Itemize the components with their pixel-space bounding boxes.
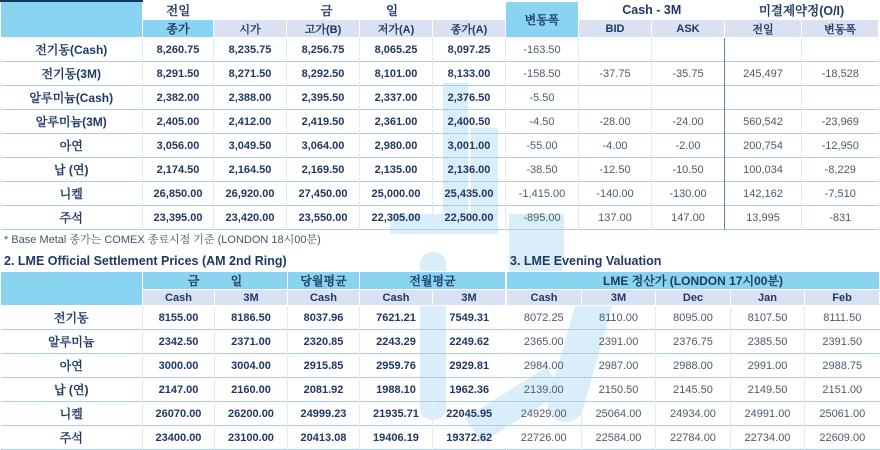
cell: -4.50 <box>506 110 579 134</box>
table-row <box>1 158 879 182</box>
metal-label: 전기동(3M) <box>1 62 143 86</box>
cell: 2,419.50 <box>287 110 360 134</box>
3m-header: 3M <box>582 290 656 306</box>
cell: 2991.00 <box>731 354 805 378</box>
cell: 2915.85 <box>288 354 360 378</box>
month-average-header: 당월평균 <box>288 272 360 290</box>
cell: 26,850.00 <box>143 182 214 206</box>
jan-header: Jan <box>731 290 805 306</box>
dec-header: Dec <box>656 290 731 306</box>
cell: -4.00 <box>579 134 652 158</box>
cell: 8155.00 <box>143 306 215 330</box>
cell: 25064.00 <box>582 402 656 426</box>
cash-header: Cash <box>360 290 433 306</box>
cell <box>802 38 879 62</box>
cell: 24929.00 <box>507 402 582 426</box>
cell: 22584.00 <box>582 426 656 450</box>
change-column-header: 변동폭 <box>506 1 579 38</box>
cell: 2150.50 <box>582 378 656 402</box>
cell: 26200.00 <box>215 402 288 426</box>
cell: 3,056.00 <box>143 134 214 158</box>
cell: 23,420.00 <box>214 206 287 230</box>
cell: 8,271.50 <box>214 62 287 86</box>
cell: -130.00 <box>652 182 725 206</box>
cell: 27,450.00 <box>287 182 360 206</box>
cell <box>579 38 652 62</box>
metal-label: 아연 <box>1 354 143 378</box>
cell: 2,980.00 <box>360 134 433 158</box>
prev-day-header: 전일 <box>166 4 191 18</box>
cell: 21935.71 <box>360 402 433 426</box>
evening-valuation-table <box>506 271 880 450</box>
table-row <box>1 86 879 110</box>
cell: 26070.00 <box>143 402 215 426</box>
cell: 2145.50 <box>656 378 731 402</box>
cell: -38.50 <box>506 158 579 182</box>
today-group-header: 금 일 <box>320 4 399 18</box>
cell: 8111.50 <box>805 306 880 330</box>
metal-label: 납 (연) <box>1 158 143 182</box>
cell: 2243.29 <box>360 330 433 354</box>
cell: 8,291.50 <box>143 62 214 86</box>
cell: 7549.31 <box>433 306 506 330</box>
cell: 24999.23 <box>288 402 360 426</box>
cell: 2984.00 <box>507 354 582 378</box>
prev-month-average-header: 전월평균 <box>360 272 506 290</box>
cell: -831 <box>802 206 879 230</box>
table-row <box>1 134 879 158</box>
metal-column-header <box>1 272 143 306</box>
cell: 23100.00 <box>215 426 288 450</box>
cell: 2,388.00 <box>214 86 287 110</box>
cell: 2,337.00 <box>360 86 433 110</box>
base-metal-footnote: * Base Metal 종가는 COMEX 종료시점 기준 (LONDON 18시00분) <box>4 234 321 246</box>
cell: -895.00 <box>506 206 579 230</box>
3m-header: 3M <box>215 290 288 306</box>
prev-close-header: 종가 <box>143 20 214 38</box>
cell: -7,510 <box>802 182 879 206</box>
cell: 2376.75 <box>656 330 731 354</box>
cell: 2391.50 <box>805 330 880 354</box>
table-row <box>1 182 879 206</box>
cell: 2385.50 <box>731 330 805 354</box>
cell: 23400.00 <box>143 426 215 450</box>
cell: 147.00 <box>652 206 725 230</box>
cell: 2391.00 <box>582 330 656 354</box>
cell: -163.50 <box>506 38 579 62</box>
cell: -140.00 <box>579 182 652 206</box>
cash-header: Cash <box>143 290 215 306</box>
cell: 19372.62 <box>433 426 506 450</box>
cell: -18,528 <box>802 62 879 86</box>
cell: 2929.81 <box>433 354 506 378</box>
cell: 3,001.00 <box>433 134 506 158</box>
table-row <box>1 426 506 450</box>
cell: -12,950 <box>802 134 879 158</box>
settlement-price-table <box>0 271 506 450</box>
cell: 3,064.00 <box>287 134 360 158</box>
cell <box>802 86 879 110</box>
table-row <box>507 426 880 450</box>
cell <box>725 38 802 62</box>
oi-prev-header: 전일 <box>725 20 802 38</box>
cell: 2,400.50 <box>433 110 506 134</box>
cell: 100,034 <box>725 158 802 182</box>
cell <box>579 86 652 110</box>
cash-header: Cash <box>507 290 582 306</box>
cell: 2139.00 <box>507 378 582 402</box>
table-row <box>1 306 506 330</box>
cell: 2,382.00 <box>143 86 214 110</box>
table-row <box>1 402 506 426</box>
cell: 2320.85 <box>288 330 360 354</box>
cell <box>652 38 725 62</box>
table-row <box>1 330 506 354</box>
cell: 2371.00 <box>215 330 288 354</box>
cell: 2988.75 <box>805 354 880 378</box>
ask-header: ASK <box>652 20 725 38</box>
cell: 24934.00 <box>656 402 731 426</box>
cell: -24.00 <box>652 110 725 134</box>
cell: 2959.76 <box>360 354 433 378</box>
metal-label: 니켈 <box>1 402 143 426</box>
cell: 8186.50 <box>215 306 288 330</box>
cell: 8072.25 <box>507 306 582 330</box>
cell: 22,305.00 <box>360 206 433 230</box>
cell: 142,162 <box>725 182 802 206</box>
cell: 1988.10 <box>360 378 433 402</box>
today-group-header: 금 일 <box>143 272 288 290</box>
cell: 2,174.50 <box>143 158 214 182</box>
table-row <box>507 378 880 402</box>
open-header: 시가 <box>214 20 287 38</box>
cell: -2.00 <box>652 134 725 158</box>
cell: 245,497 <box>725 62 802 86</box>
cell: 2081.92 <box>288 378 360 402</box>
cell: 8,256.75 <box>287 38 360 62</box>
low-header: 저가(A) <box>360 20 433 38</box>
cell: 2,405.00 <box>143 110 214 134</box>
section3-title: 3. LME Evening Valuation <box>510 253 662 268</box>
cell: -35.75 <box>652 62 725 86</box>
cell: 1962.36 <box>433 378 506 402</box>
bid-header: BID <box>579 20 652 38</box>
cell: 200,754 <box>725 134 802 158</box>
cell: 25061.00 <box>805 402 880 426</box>
cell: 7621.21 <box>360 306 433 330</box>
cell: -10.50 <box>652 158 725 182</box>
cell: 24991.00 <box>731 402 805 426</box>
metal-label: 주석 <box>1 206 143 230</box>
cell: 20413.08 <box>288 426 360 450</box>
metal-label: 아연 <box>1 134 143 158</box>
table-row <box>1 354 506 378</box>
table-row <box>1 378 506 402</box>
cell: 8,260.75 <box>143 38 214 62</box>
cell: 22045.95 <box>433 402 506 426</box>
cell: 26,920.00 <box>214 182 287 206</box>
lme-valuation-group-header: LME 정산가 (LONDON 17시00분) <box>507 272 880 290</box>
close-header: 종가(A) <box>433 20 506 38</box>
metal-label: 니켈 <box>1 182 143 206</box>
oi-change-header: 변동폭 <box>802 20 879 38</box>
cell <box>725 86 802 110</box>
cell: -5.50 <box>506 86 579 110</box>
table-row <box>507 306 880 330</box>
cell: -37.75 <box>579 62 652 86</box>
cell: 23,395.00 <box>143 206 214 230</box>
cell: 2,412.00 <box>214 110 287 134</box>
table-row <box>1 206 879 230</box>
section2-title: 2. LME Official Settlement Prices (AM 2nd Ring) <box>4 253 287 268</box>
metal-label: 전기동(Cash) <box>1 38 143 62</box>
table-row <box>507 354 880 378</box>
cell: 8,101.00 <box>360 62 433 86</box>
cell: 8110.00 <box>582 306 656 330</box>
cell: 22609.00 <box>805 426 880 450</box>
metal-label: 납 (연) <box>1 378 143 402</box>
cell: 560,542 <box>725 110 802 134</box>
metal-label: 알루미늄 <box>1 330 143 354</box>
cell: 2249.62 <box>433 330 506 354</box>
cell: 2,164.50 <box>214 158 287 182</box>
metal-label: 알루미늄(3M) <box>1 110 143 134</box>
cell: 3,049.50 <box>214 134 287 158</box>
cell: -23,969 <box>802 110 879 134</box>
cell: 8095.00 <box>656 306 731 330</box>
cell: 22784.00 <box>656 426 731 450</box>
cell: 25,000.00 <box>360 182 433 206</box>
cell: 2,361.00 <box>360 110 433 134</box>
cell: 137.00 <box>579 206 652 230</box>
cell: 2149.50 <box>731 378 805 402</box>
cell: -158.50 <box>506 62 579 86</box>
table-row <box>1 110 879 134</box>
cell: 2342.50 <box>143 330 215 354</box>
cash-3m-group-header: Cash - 3M <box>622 3 682 17</box>
cell: 8107.50 <box>731 306 805 330</box>
cell: 23,550.00 <box>287 206 360 230</box>
cell: 2147.00 <box>143 378 215 402</box>
metal-label: 주석 <box>1 426 143 450</box>
cash-header: Cash <box>288 290 360 306</box>
cell: 2988.00 <box>656 354 731 378</box>
cell: 2,395.50 <box>287 86 360 110</box>
3m-header: 3M <box>433 290 506 306</box>
cell: 25,435.00 <box>433 182 506 206</box>
metal-label: 전기동 <box>1 306 143 330</box>
cell: 3000.00 <box>143 354 215 378</box>
table-row <box>1 62 879 86</box>
feb-header: Feb <box>805 290 880 306</box>
cell: 19406.19 <box>360 426 433 450</box>
open-interest-group-header: 미결제약정(O/I) <box>758 4 845 18</box>
cell: 2160.00 <box>215 378 288 402</box>
cell: 2987.00 <box>582 354 656 378</box>
cell: 2,376.50 <box>433 86 506 110</box>
cell: 8,292.50 <box>287 62 360 86</box>
cell: 22726.00 <box>507 426 582 450</box>
metal-label: 알루미늄(Cash) <box>1 86 143 110</box>
cell: 13,995 <box>725 206 802 230</box>
cell: -12.50 <box>579 158 652 182</box>
table-row <box>507 330 880 354</box>
cell: 8,235.75 <box>214 38 287 62</box>
cell: -8,229 <box>802 158 879 182</box>
cell: 3004.00 <box>215 354 288 378</box>
cell: -1,415.00 <box>506 182 579 206</box>
cell: 8037.96 <box>288 306 360 330</box>
cell: 8,133.00 <box>433 62 506 86</box>
cell: 22,500.00 <box>433 206 506 230</box>
cell: 8,097.25 <box>433 38 506 62</box>
cell: -28.00 <box>579 110 652 134</box>
cell: 2365.00 <box>507 330 582 354</box>
metal-column-header <box>1 1 143 38</box>
table-row <box>1 38 879 62</box>
high-header: 고가(B) <box>287 20 360 38</box>
cell: 2,136.00 <box>433 158 506 182</box>
cell: 22734.00 <box>731 426 805 450</box>
cell: -55.00 <box>506 134 579 158</box>
cell: 8,065.25 <box>360 38 433 62</box>
table-row <box>507 402 880 426</box>
cell: 2,169.50 <box>287 158 360 182</box>
cell: 2151.00 <box>805 378 880 402</box>
cell: 2,135.00 <box>360 158 433 182</box>
cell <box>652 86 725 110</box>
